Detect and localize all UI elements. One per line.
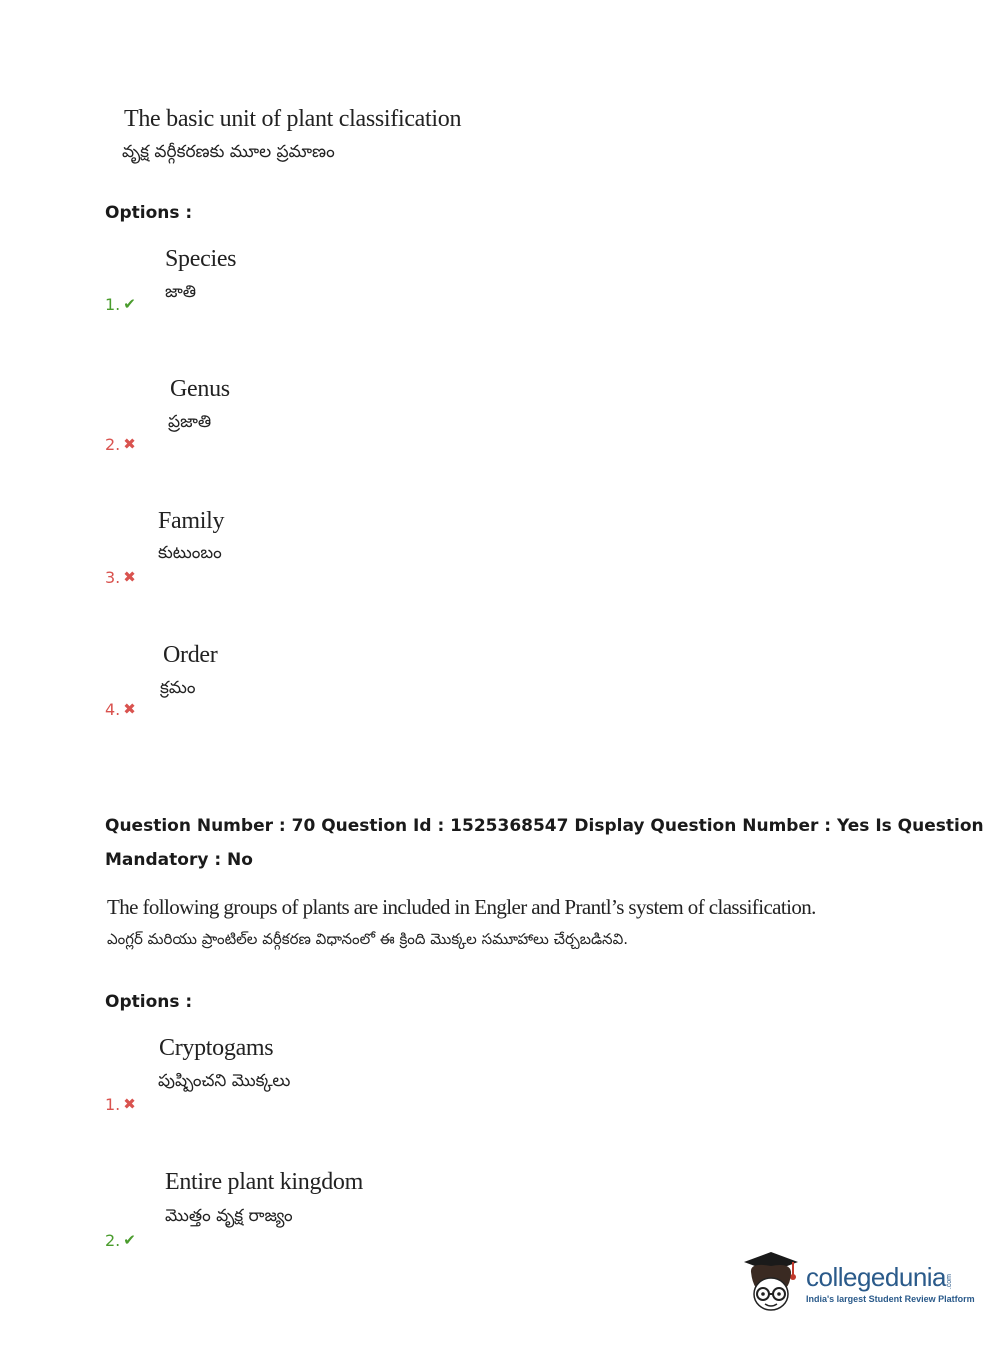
option-text-te: మొత్తం వృక్ష రాజ్యం (165, 1206, 293, 1226)
option-text-te: క్రమం (160, 678, 196, 698)
option-text-te: జాతి (165, 282, 197, 302)
option-number-wrong: 4. ✖ (105, 700, 136, 719)
student-mascot-icon (742, 1250, 800, 1316)
logo-suffix: .com (946, 1273, 954, 1289)
logo-name: collegedunia (806, 1262, 947, 1292)
options-label: Options : (105, 203, 193, 223)
option-text-en: Family (158, 508, 225, 534)
cross-icon: ✖ (123, 568, 136, 586)
option-number-correct: 1. ✔ (105, 295, 136, 314)
question-meta-mandatory: Mandatory : No (105, 850, 253, 870)
question-text-en: The following groups of plants are included in Engler and Prantl’s system of classification. (107, 895, 816, 919)
option-text-en: Entire plant kingdom (165, 1169, 363, 1195)
check-icon: ✔ (123, 295, 136, 313)
option-text-en: Species (165, 246, 237, 272)
cross-icon: ✖ (123, 435, 136, 453)
cross-icon: ✖ (123, 1095, 136, 1113)
option-number-wrong: 2. ✖ (105, 435, 136, 454)
option-number-correct: 2. ✔ (105, 1231, 136, 1250)
option-number-wrong: 3. ✖ (105, 568, 136, 587)
check-icon: ✔ (123, 1231, 136, 1249)
collegedunia-logo (742, 1250, 975, 1316)
cross-icon: ✖ (123, 700, 136, 718)
option-text-te: ప్రజాతి (168, 412, 212, 432)
options-label: Options : (105, 992, 193, 1012)
option-text-en: Order (163, 642, 218, 668)
logo-tagline: India's largest Student Review Platform (806, 1294, 975, 1304)
question-text-te: ఎంగ్లర్ మరియు ప్రాంటిల్‌ల వర్గీకరణ విధానంలో ఈ క్రింది మొక్కల సమూహాలు చేర్చబడినవి. (107, 930, 629, 948)
option-number-wrong: 1. ✖ (105, 1095, 136, 1114)
option-text-te: పుష్పించని మొక్కలు (158, 1071, 291, 1091)
question-text-en: The basic unit of plant classification (124, 106, 462, 132)
option-text-en: Cryptogams (159, 1035, 274, 1061)
option-text-te: కుటుంబం (158, 543, 222, 563)
question-text-te: వృక్ష వర్గీకరణకు మూల ప్రమాణం (122, 142, 335, 162)
option-text-en: Genus (170, 376, 230, 402)
question-meta: Question Number : 70 Question Id : 1525368547 Display Question Number : Yes Is Question (105, 816, 984, 836)
